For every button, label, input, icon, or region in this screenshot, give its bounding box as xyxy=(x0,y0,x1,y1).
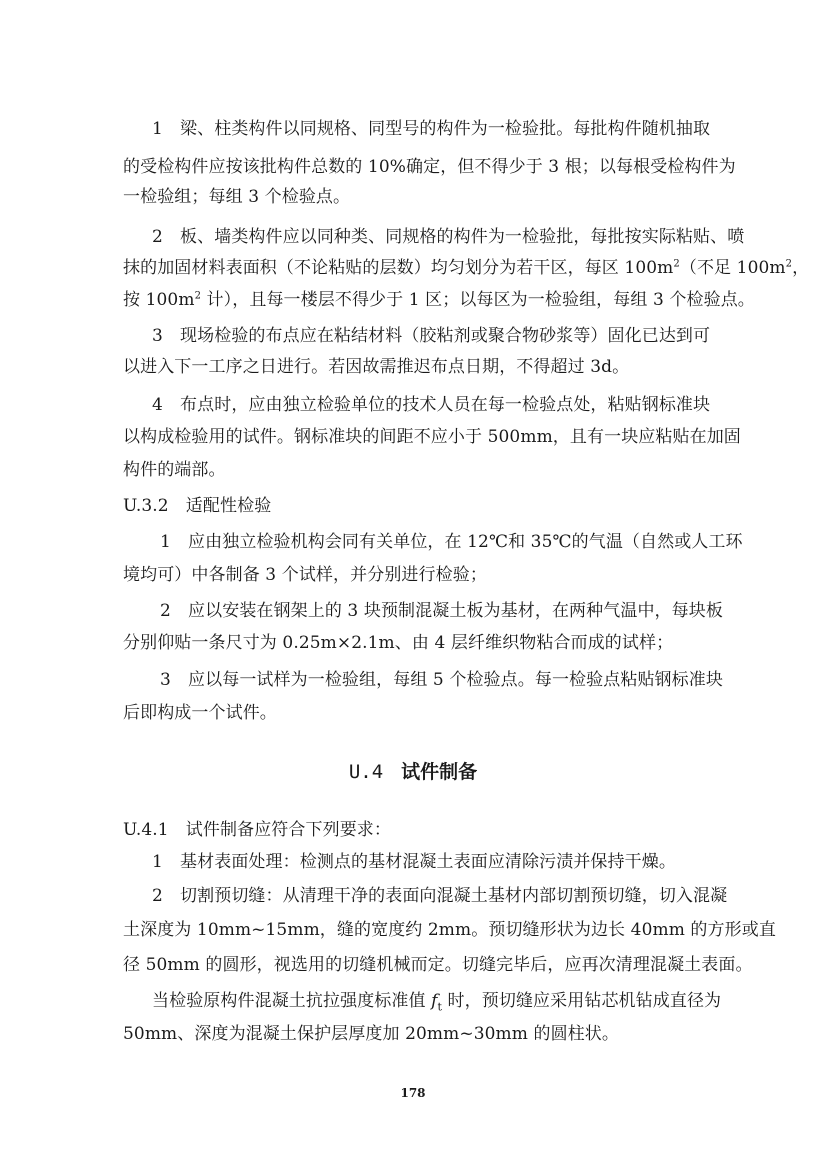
paragraph-line: 3 应以每一试样为一检验组，每组 5 个检验点。每一检验点粘贴钢标准块 xyxy=(160,670,723,690)
text-span: 计），且每一楼层不得少于 1 区；以每区为一检验组，每组 3 个检验点。 xyxy=(201,290,755,310)
paragraph-line: 后即构成一个试件。 xyxy=(123,703,277,723)
paragraph-line: 分别仰贴一条尺寸为 0.25m×2.1m、由 4 层纤维织物粘合而成的试样； xyxy=(123,633,674,653)
paragraph-line: 一检验组；每组 3 个检验点。 xyxy=(123,187,351,207)
paragraph-line: 2 切割预切缝：从清理干净的表面向混凝土基材内部切割预切缝，切入混凝 xyxy=(152,886,728,906)
paragraph-line: 1 基材表面处理：检测点的基材混凝土表面应清除污渍并保持干燥。 xyxy=(152,852,676,872)
paragraph-line: 4 布点时，应由独立检验单位的技术人员在每一检验点处，粘贴钢标准块 xyxy=(152,395,711,415)
paragraph-line xyxy=(123,290,755,310)
paragraph-line: 以进入下一工序之日进行。若因故需推迟布点日期，不得超过 3d。 xyxy=(123,357,630,377)
superscript: 2 xyxy=(673,258,680,270)
paragraph-line: 土深度为 10mm~15mm，缝的宽度约 2mm。预切缝形状为边长 40mm 的方形或直 xyxy=(123,920,776,940)
paragraph-line: 3 现场检验的布点应在粘结材料（胶粘剂或聚合物砂浆等）固化已达到可 xyxy=(152,326,711,346)
clause-heading: U.3.2 适配性检验 xyxy=(123,496,272,516)
paragraph-line: 1 梁、柱类构件以同规格、同型号的构件为一检验批。每批构件随机抽取 xyxy=(152,119,711,139)
text-span: 抹的加固材料表面积（不论粘贴的层数）均匀划分为若干区，每区 100m xyxy=(123,258,674,278)
superscript: 2 xyxy=(194,290,202,302)
section-number: U.4 xyxy=(348,761,384,783)
text-span: 当检验原构件混凝土抗拉强度标准值 xyxy=(152,991,432,1011)
paragraph-line: 构件的端部。 xyxy=(123,460,226,480)
text-span: （不足 100m xyxy=(679,258,786,278)
paragraph-line: 1 应由独立检验机构会同有关单位，在 12℃和 35℃的气温（自然或人工环 xyxy=(160,532,743,552)
section-title xyxy=(0,760,826,784)
paragraph-line: 50mm、深度为混凝土保护层厚度加 20mm~30mm 的圆柱状。 xyxy=(123,1024,619,1044)
paragraph-line: 径 50mm 的圆形，视选用的切缝机械而定。切缝完毕后，应再次清理混凝土表面。 xyxy=(123,955,753,975)
paragraph-line: 2 板、墙类构件应以同种类、同规格的构件为一检验批，每批按实际粘贴、喷 xyxy=(152,227,745,247)
clause-heading: U.4.1 试件制备应符合下列要求： xyxy=(123,820,392,840)
paragraph-line xyxy=(123,258,810,278)
paragraph-line: 以构成检验用的试件。钢标准块的间距不应小于 500mm，且有一块应粘贴在加固 xyxy=(123,427,741,447)
text-span: 时，预切缝应采用钻芯机钻成直径为 xyxy=(442,991,722,1011)
subscript: t xyxy=(437,1000,443,1014)
page-number: 178 xyxy=(400,1086,426,1100)
text-span: ， xyxy=(792,258,810,278)
paragraph-line: 境均可）中各制备 3 个试样，并分别进行检验； xyxy=(123,565,487,585)
section-title-text: 试件制备 xyxy=(401,761,478,783)
paragraph-line: 的受检构件应按该批构件总数的 10%确定，但不得少于 3 根；以每根受检构件为 xyxy=(123,157,736,177)
paragraph-line xyxy=(152,991,742,1014)
superscript: 2 xyxy=(785,258,793,270)
text-span: 按 100m xyxy=(123,290,195,310)
paragraph-line: 2 应以安装在钢架上的 3 块预制混凝土板为基材，在两种气温中，每块板 xyxy=(160,601,723,621)
formula-symbol: f xyxy=(431,991,438,1011)
